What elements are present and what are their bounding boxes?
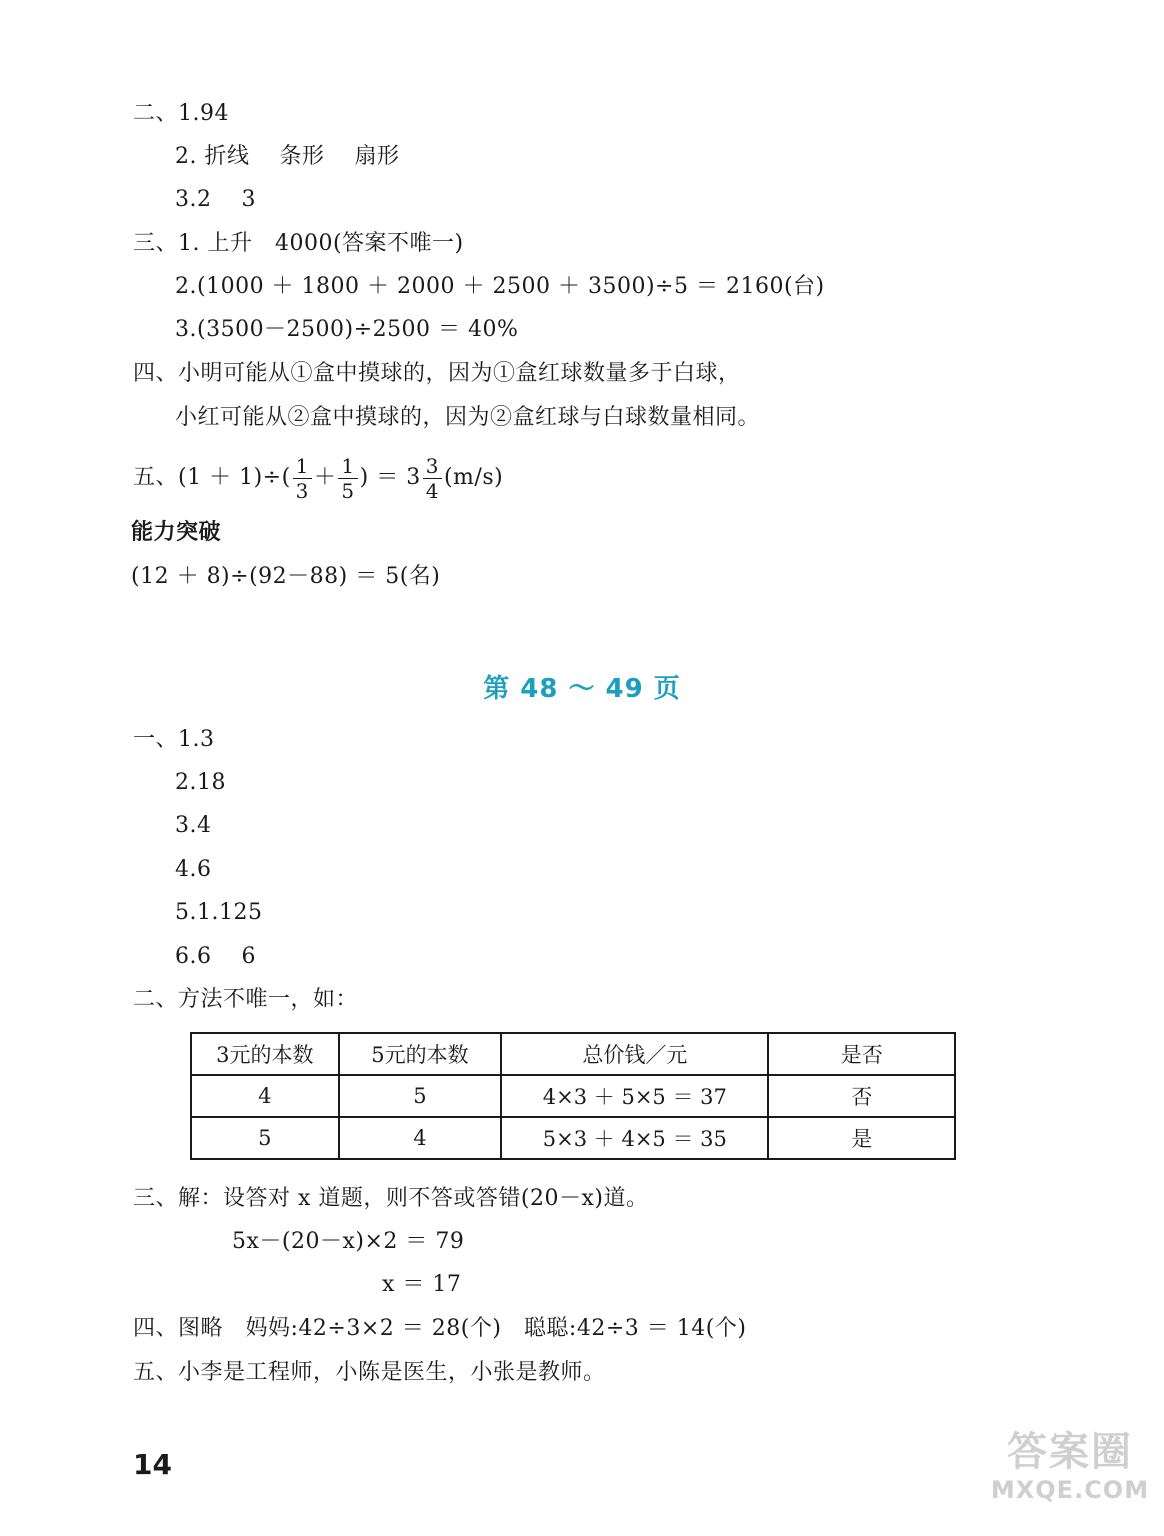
fraction-denominator: 4 bbox=[425, 478, 439, 503]
line-sec5-formula bbox=[133, 452, 503, 504]
table-header: 3元的本数 bbox=[191, 1033, 339, 1075]
line-sec4-2: 小红可能从②盒中摸球的，因为②盒红球与白球数量相同。 bbox=[175, 405, 761, 430]
line-sec4-1: 四、小明可能从①盒中摸球的，因为①盒红球数量多于白球， bbox=[133, 361, 741, 386]
fraction-one-fifth bbox=[338, 454, 357, 503]
line-p2s3-1: 三、解：设答对 x 道题，则不答或答错(20－x)道。 bbox=[133, 1186, 649, 1211]
watermark-site: MXQE.COM bbox=[990, 1476, 1150, 1504]
table-cell: 4 bbox=[191, 1075, 339, 1117]
line-sec2-1: 二、1.94 bbox=[133, 101, 229, 126]
line-sec2-2: 2. 折线 条形 扇形 bbox=[175, 144, 400, 169]
fraction-numerator: 1 bbox=[293, 454, 312, 479]
table-header-row bbox=[191, 1033, 955, 1075]
fraction-numerator: 3 bbox=[423, 454, 442, 479]
formula-middle: ) ＝ 3 bbox=[359, 465, 421, 490]
fraction-one-third bbox=[293, 454, 312, 503]
table-cell: 4×3 ＋ 5×5 ＝ 37 bbox=[501, 1075, 768, 1117]
line-p2s1-5: 5.1.125 bbox=[175, 900, 263, 925]
line-sec3-3: 3.(3500－2500)÷2500 ＝ 40% bbox=[175, 317, 519, 342]
line-p2s5-1: 五、小李是工程师，小陈是医生，小张是教师。 bbox=[133, 1360, 606, 1385]
formula-unit: (m/s) bbox=[443, 465, 504, 490]
table-cell: 是 bbox=[768, 1117, 955, 1159]
line-sec3-2: 2.(1000 ＋ 1800 ＋ 2000 ＋ 2500 ＋ 3500)÷5 ＝ 2160(台) bbox=[175, 274, 825, 299]
table-header: 5元的本数 bbox=[339, 1033, 502, 1075]
line-p2s3-3: x ＝ 17 bbox=[382, 1272, 462, 1297]
watermark bbox=[985, 1428, 1155, 1504]
ability-line: (12 ＋ 8)÷(92－88) ＝ 5(名) bbox=[131, 564, 441, 589]
watermark-main: 答案圈 bbox=[1007, 1429, 1133, 1475]
ability-heading: 能力突破 bbox=[131, 520, 222, 545]
line-p2s2-intro: 二、方法不唯一，如： bbox=[133, 987, 359, 1012]
table-header: 是否 bbox=[768, 1033, 955, 1075]
table-cell: 5×3 ＋ 4×5 ＝ 35 bbox=[501, 1117, 768, 1159]
line-p2s1-6: 6.6 6 bbox=[175, 944, 256, 969]
answer-table bbox=[190, 1032, 956, 1160]
table-cell: 4 bbox=[339, 1117, 502, 1159]
line-p2s1-4: 4.6 bbox=[175, 857, 212, 882]
fraction-numerator: 1 bbox=[338, 454, 357, 479]
table-cell: 5 bbox=[191, 1117, 339, 1159]
table-cell: 5 bbox=[339, 1075, 502, 1117]
table-row bbox=[191, 1117, 955, 1159]
line-p2s1-2: 2.18 bbox=[175, 770, 226, 795]
page-title: 第 48 ～ 49 页 bbox=[483, 674, 681, 704]
line-p2s1-3: 3.4 bbox=[175, 813, 212, 838]
line-p2s3-2: 5x－(20－x)×2 ＝ 79 bbox=[232, 1229, 465, 1254]
line-p2s1-1: 一、1.3 bbox=[133, 727, 215, 752]
table-row bbox=[191, 1075, 955, 1117]
formula-prefix: 五、(1 ＋ 1)÷( bbox=[133, 465, 291, 490]
fraction-denominator: 3 bbox=[295, 478, 309, 503]
table-cell: 否 bbox=[768, 1075, 955, 1117]
line-p2s4-1: 四、图略 妈妈:42÷3×2 ＝ 28(个) 聪聪:42÷3 ＝ 14(个) bbox=[133, 1316, 747, 1341]
formula-plus: ＋ bbox=[313, 465, 337, 490]
page-number: 14 bbox=[133, 1448, 172, 1481]
table-header: 总价钱／元 bbox=[501, 1033, 768, 1075]
fraction-three-quarters bbox=[423, 454, 442, 503]
fraction-denominator: 5 bbox=[341, 478, 355, 503]
line-sec3-1: 三、1. 上升 4000(答案不唯一) bbox=[133, 231, 464, 256]
line-sec2-3: 3.2 3 bbox=[175, 187, 256, 212]
